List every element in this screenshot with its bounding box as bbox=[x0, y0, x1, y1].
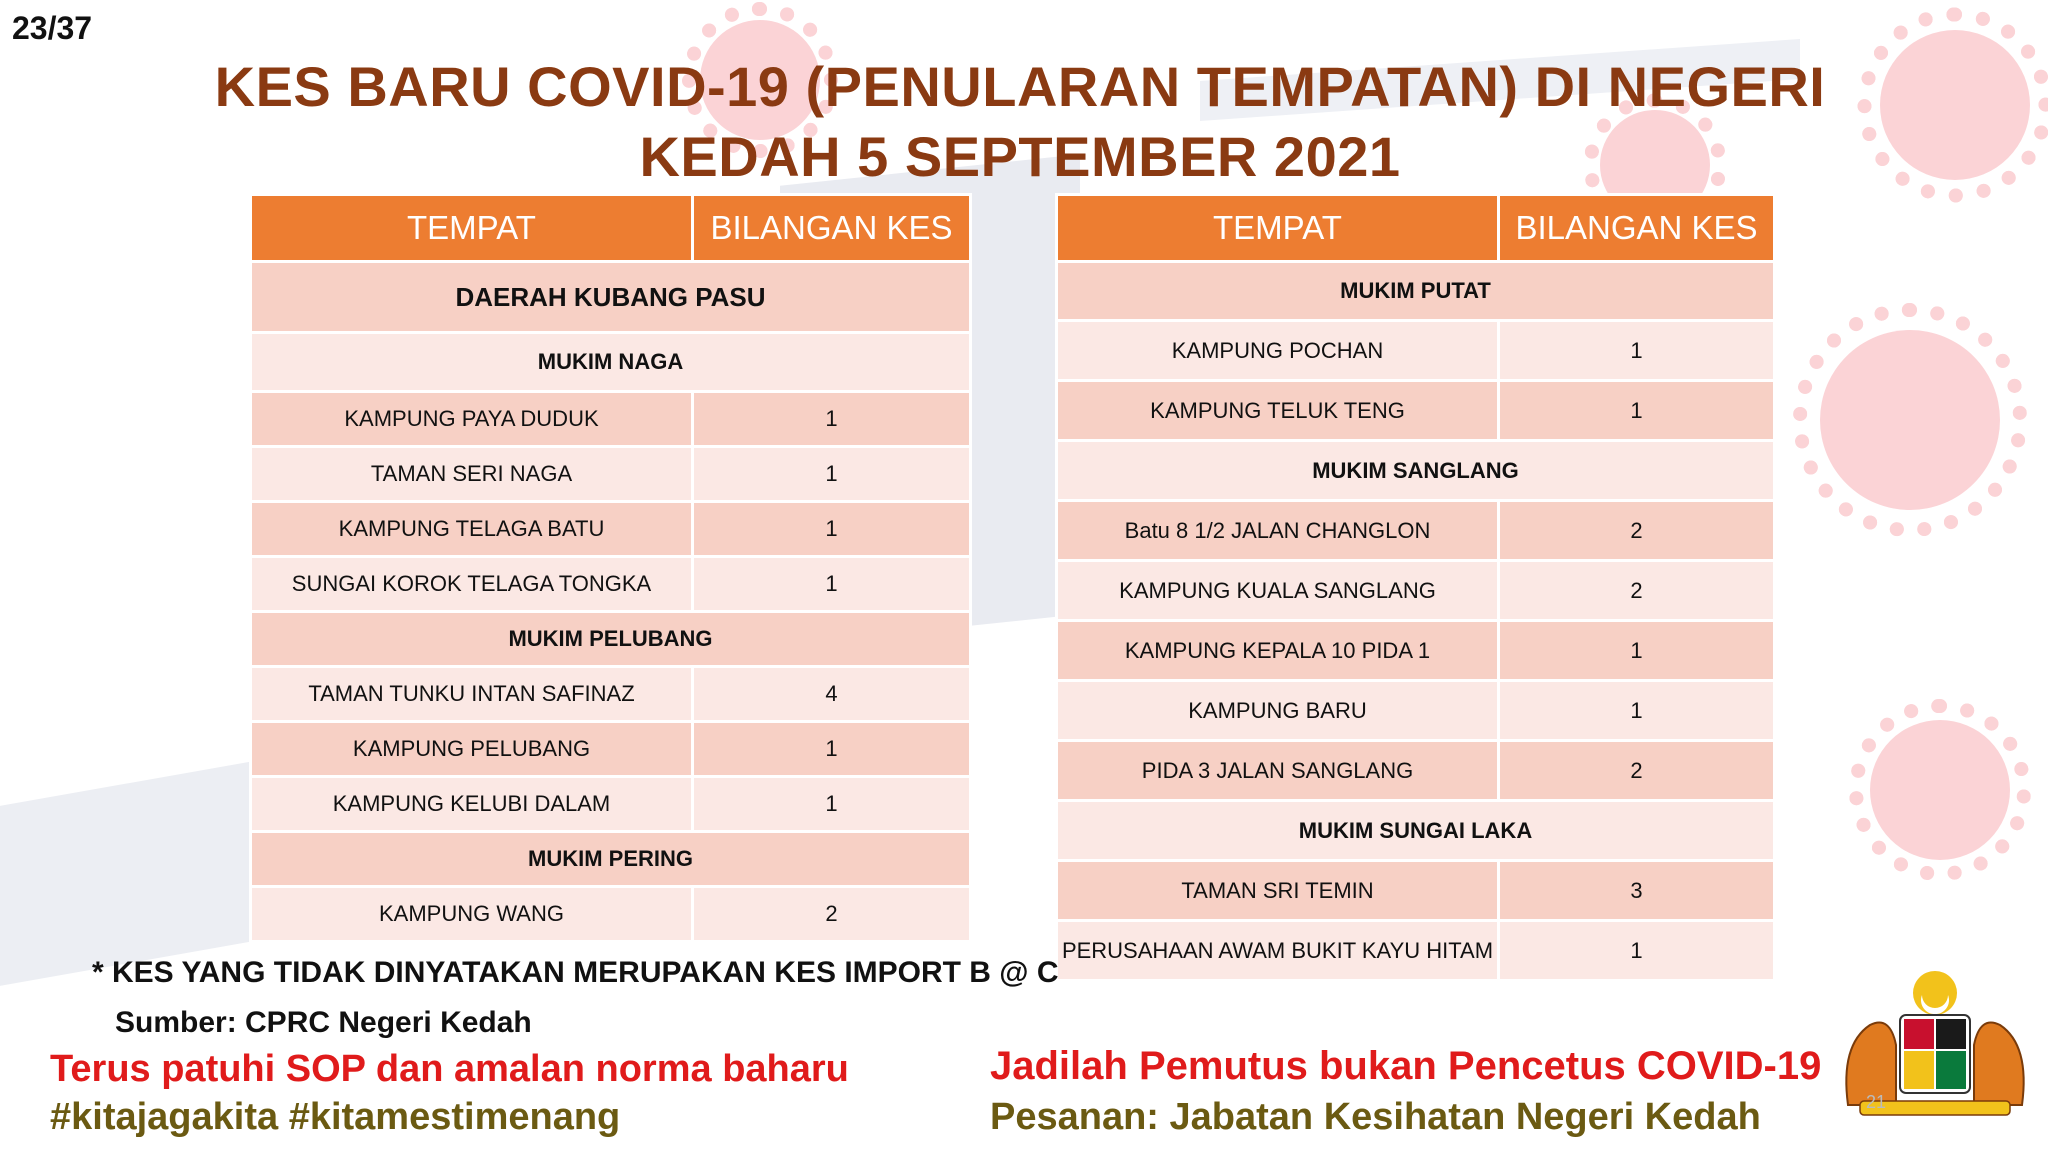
table-row bbox=[251, 777, 971, 832]
cases-cell: 1 bbox=[1499, 321, 1775, 381]
place-cell: Batu 8 1/2 JALAN CHANGLON bbox=[1057, 501, 1499, 561]
district-row bbox=[251, 262, 971, 333]
mukim-row bbox=[1057, 262, 1775, 321]
cases-cell: 2 bbox=[1499, 741, 1775, 801]
table-row bbox=[251, 722, 971, 777]
table-row bbox=[251, 887, 971, 942]
place-cell: KAMPUNG TELUK TENG bbox=[1057, 381, 1499, 441]
column-header-tempat: TEMPAT bbox=[251, 195, 693, 262]
slogan: Jadilah Pemutus bukan Pencetus COVID-19 bbox=[990, 1044, 1822, 1088]
mukim-label: MUKIM NAGA bbox=[251, 333, 971, 392]
cases-cell: 2 bbox=[1499, 561, 1775, 621]
coronavirus-icon bbox=[1880, 30, 2030, 180]
cases-table-left bbox=[249, 193, 972, 943]
table-row bbox=[1057, 561, 1775, 621]
mukim-label: MUKIM PUTAT bbox=[1057, 262, 1775, 321]
place-cell: PIDA 3 JALAN SANGLANG bbox=[1057, 741, 1499, 801]
place-cell: KAMPUNG WANG bbox=[251, 887, 693, 942]
page-title-line-1: KES BARU COVID-19 (PENULARAN TEMPATAN) DI NEGERI bbox=[214, 55, 1826, 118]
cases-cell: 1 bbox=[693, 447, 971, 502]
page-counter: 23/37 bbox=[12, 10, 93, 46]
place-cell: KAMPUNG BARU bbox=[1057, 681, 1499, 741]
place-cell: TAMAN SERI NAGA bbox=[251, 447, 693, 502]
cases-cell: 4 bbox=[693, 667, 971, 722]
mukim-row bbox=[251, 832, 971, 887]
mukim-row bbox=[251, 333, 971, 392]
table-header-row bbox=[251, 195, 971, 262]
table-row bbox=[1057, 921, 1775, 981]
place-cell: KAMPUNG KELUBI DALAM bbox=[251, 777, 693, 832]
table-row bbox=[251, 667, 971, 722]
table-row bbox=[1057, 501, 1775, 561]
mukim-row bbox=[1057, 801, 1775, 861]
coronavirus-icon bbox=[1870, 720, 2010, 860]
table-row bbox=[1057, 861, 1775, 921]
table-row bbox=[251, 447, 971, 502]
mukim-row bbox=[251, 612, 971, 667]
table-row bbox=[1057, 621, 1775, 681]
table-row bbox=[1057, 321, 1775, 381]
place-cell: KAMPUNG POCHAN bbox=[1057, 321, 1499, 381]
table-row bbox=[251, 557, 971, 612]
cases-cell: 1 bbox=[1499, 381, 1775, 441]
page-title-line-2: KEDAH 5 SEPTEMBER 2021 bbox=[639, 125, 1401, 188]
cases-cell: 1 bbox=[693, 502, 971, 557]
table-row bbox=[1057, 681, 1775, 741]
cases-cell: 1 bbox=[693, 722, 971, 777]
mukim-label: MUKIM SUNGAI LAKA bbox=[1057, 801, 1775, 861]
place-cell: KAMPUNG KUALA SANGLANG bbox=[1057, 561, 1499, 621]
table-header-row bbox=[1057, 195, 1775, 262]
column-header-bilangan-kes: BILANGAN KES bbox=[1499, 195, 1775, 262]
cases-cell: 1 bbox=[693, 557, 971, 612]
mukim-row bbox=[1057, 441, 1775, 501]
table-row bbox=[251, 392, 971, 447]
cases-cell: 1 bbox=[693, 777, 971, 832]
cases-cell: 1 bbox=[693, 392, 971, 447]
malaysia-coat-of-arms-icon bbox=[1830, 965, 2040, 1125]
column-header-bilangan-kes: BILANGAN KES bbox=[693, 195, 971, 262]
slide-number: 21 bbox=[1866, 1092, 1887, 1112]
cases-table-right bbox=[1055, 193, 1776, 982]
district-label: DAERAH KUBANG PASU bbox=[251, 262, 971, 333]
table-row bbox=[1057, 381, 1775, 441]
source-note: Sumber: CPRC Negeri Kedah bbox=[115, 1006, 532, 1039]
message-from: Pesanan: Jabatan Kesihatan Negeri Kedah bbox=[990, 1096, 1761, 1138]
place-cell: PERUSAHAAN AWAM BUKIT KAYU HITAM bbox=[1057, 921, 1499, 981]
cases-cell: 2 bbox=[693, 887, 971, 942]
column-header-tempat: TEMPAT bbox=[1057, 195, 1499, 262]
table-row bbox=[251, 502, 971, 557]
place-cell: TAMAN TUNKU INTAN SAFINAZ bbox=[251, 667, 693, 722]
place-cell: KAMPUNG PAYA DUDUK bbox=[251, 392, 693, 447]
cases-cell: 1 bbox=[1499, 621, 1775, 681]
footnote: * KES YANG TIDAK DINYATAKAN MERUPAKAN KES IMPORT B @ C bbox=[92, 956, 1059, 989]
cases-cell: 1 bbox=[1499, 921, 1775, 981]
mukim-label: MUKIM PERING bbox=[251, 832, 971, 887]
sop-message: Terus patuhi SOP dan amalan norma baharu bbox=[50, 1048, 849, 1090]
coronavirus-icon bbox=[1820, 330, 2000, 510]
place-cell: TAMAN SRI TEMIN bbox=[1057, 861, 1499, 921]
cases-cell: 3 bbox=[1499, 861, 1775, 921]
place-cell: KAMPUNG PELUBANG bbox=[251, 722, 693, 777]
cases-cell: 2 bbox=[1499, 501, 1775, 561]
mukim-label: MUKIM PELUBANG bbox=[251, 612, 971, 667]
hashtags: #kitajagakita #kitamestimenang bbox=[50, 1096, 621, 1138]
table-row bbox=[1057, 741, 1775, 801]
mukim-label: MUKIM SANGLANG bbox=[1057, 441, 1775, 501]
place-cell: KAMPUNG TELAGA BATU bbox=[251, 502, 693, 557]
place-cell: SUNGAI KOROK TELAGA TONGKA bbox=[251, 557, 693, 612]
place-cell: KAMPUNG KEPALA 10 PIDA 1 bbox=[1057, 621, 1499, 681]
cases-cell: 1 bbox=[1499, 681, 1775, 741]
